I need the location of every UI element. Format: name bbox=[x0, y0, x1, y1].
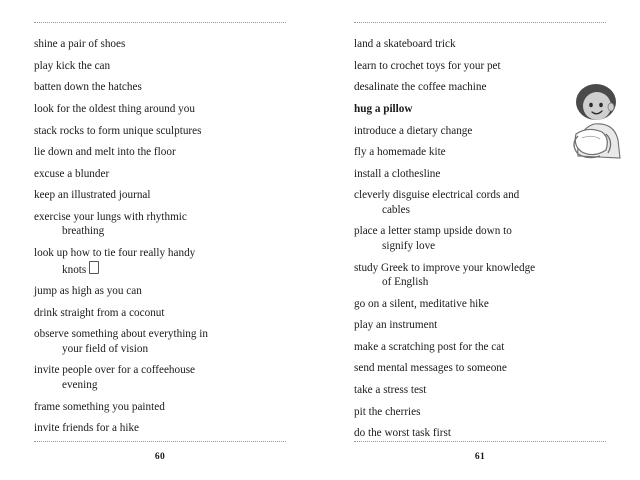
list-item-label: play kick the can bbox=[34, 59, 111, 72]
list-item bbox=[34, 167, 286, 181]
list-item bbox=[34, 210, 286, 239]
list-item-label: look up how to tie four really handy bbox=[34, 247, 196, 260]
list-item bbox=[34, 59, 286, 73]
list-item-label: play an instrument bbox=[354, 319, 438, 332]
list-item-label: excuse a blunder bbox=[34, 167, 110, 180]
list-item-label: batten down the hatches bbox=[34, 81, 142, 94]
list-item-label: go on a silent, meditative hike bbox=[354, 297, 489, 310]
list-item-label: shine a pair of shoes bbox=[34, 38, 126, 50]
list-item-label: make a scratching post for the cat bbox=[354, 340, 505, 353]
list-item bbox=[354, 224, 606, 253]
list-item-label: observe something about everything in bbox=[34, 328, 208, 341]
list-item bbox=[354, 102, 606, 116]
list-item-label: place a letter stamp upside down to bbox=[354, 225, 512, 238]
list-item bbox=[34, 246, 286, 277]
left-page-footer bbox=[34, 441, 286, 462]
list-item bbox=[34, 145, 286, 159]
list-item-continuation: evening bbox=[62, 378, 98, 391]
list-item-label: jump as high as you can bbox=[34, 285, 142, 298]
list-item bbox=[34, 124, 286, 138]
list-item-continuation: of English bbox=[382, 275, 429, 288]
list-item-label: learn to crochet toys for your pet bbox=[354, 59, 501, 72]
page-top-rule bbox=[354, 22, 606, 23]
list-item-label: hug a pillow bbox=[354, 102, 413, 115]
list-item bbox=[354, 361, 606, 375]
left-page-list bbox=[34, 37, 286, 436]
list-item bbox=[354, 297, 606, 311]
list-item bbox=[34, 80, 286, 94]
page-top-rule bbox=[34, 22, 286, 23]
list-item bbox=[34, 363, 286, 392]
page-number-right: 61 bbox=[474, 452, 486, 462]
list-item-continuation: your field of vision bbox=[62, 342, 149, 355]
list-item-label: invite friends for a hike bbox=[34, 422, 140, 435]
list-item bbox=[34, 284, 286, 298]
list-item-continuation: signify love bbox=[382, 239, 436, 252]
list-item bbox=[354, 124, 606, 138]
list-item bbox=[354, 145, 606, 159]
list-item-label: send mental messages to someone bbox=[354, 362, 507, 375]
list-item-label: desalinate the coffee machine bbox=[354, 81, 487, 94]
list-item bbox=[354, 80, 606, 94]
list-item bbox=[354, 426, 606, 440]
list-item bbox=[354, 340, 606, 354]
list-item-label: lie down and melt into the floor bbox=[34, 146, 176, 159]
right-page-footer bbox=[354, 441, 606, 462]
list-item-label: study Greek to improve your knowledge bbox=[354, 261, 536, 274]
list-item-label: land a skateboard trick bbox=[354, 38, 456, 50]
list-item-label: stack rocks to form unique sculptures bbox=[34, 124, 202, 137]
list-item-label: look for the oldest thing around you bbox=[34, 102, 195, 115]
list-item-label: keep an illustrated journal bbox=[34, 189, 151, 202]
list-item bbox=[354, 383, 606, 397]
list-item-label: install a clothesline bbox=[354, 167, 441, 180]
list-item bbox=[34, 306, 286, 320]
page-number-left: 60 bbox=[154, 452, 166, 462]
list-item bbox=[34, 400, 286, 414]
list-item-label: pit the cherries bbox=[354, 405, 421, 418]
list-item-continuation: knots bbox=[48, 261, 99, 277]
list-item-label: fly a homemade kite bbox=[354, 146, 446, 159]
list-item-label: cleverly disguise electrical cords and bbox=[354, 189, 520, 202]
list-item-continuation: cables bbox=[382, 203, 410, 216]
list-item-label: drink straight from a coconut bbox=[34, 306, 165, 319]
list-item bbox=[354, 261, 606, 290]
list-item bbox=[354, 167, 606, 181]
checkbox-icon[interactable] bbox=[89, 261, 99, 274]
list-item bbox=[354, 405, 606, 419]
list-item bbox=[34, 327, 286, 356]
list-item bbox=[354, 318, 606, 332]
list-item-label: invite people over for a coffeehouse bbox=[34, 364, 196, 377]
list-item-label: exercise your lungs with rhythmic bbox=[34, 211, 187, 223]
list-item-continuation: breathing bbox=[62, 225, 105, 238]
list-item bbox=[34, 37, 286, 51]
list-item bbox=[354, 37, 606, 51]
list-item bbox=[354, 59, 606, 73]
list-item-label: introduce a dietary change bbox=[354, 124, 473, 137]
list-item bbox=[34, 421, 286, 435]
right-page-list bbox=[354, 37, 606, 441]
list-item-label: frame something you painted bbox=[34, 400, 165, 413]
list-item bbox=[34, 188, 286, 202]
right-page bbox=[320, 0, 640, 480]
list-item-label: do the worst task first bbox=[354, 427, 451, 440]
list-item bbox=[354, 188, 606, 217]
list-item bbox=[34, 102, 286, 116]
list-item-label: take a stress test bbox=[354, 384, 427, 397]
